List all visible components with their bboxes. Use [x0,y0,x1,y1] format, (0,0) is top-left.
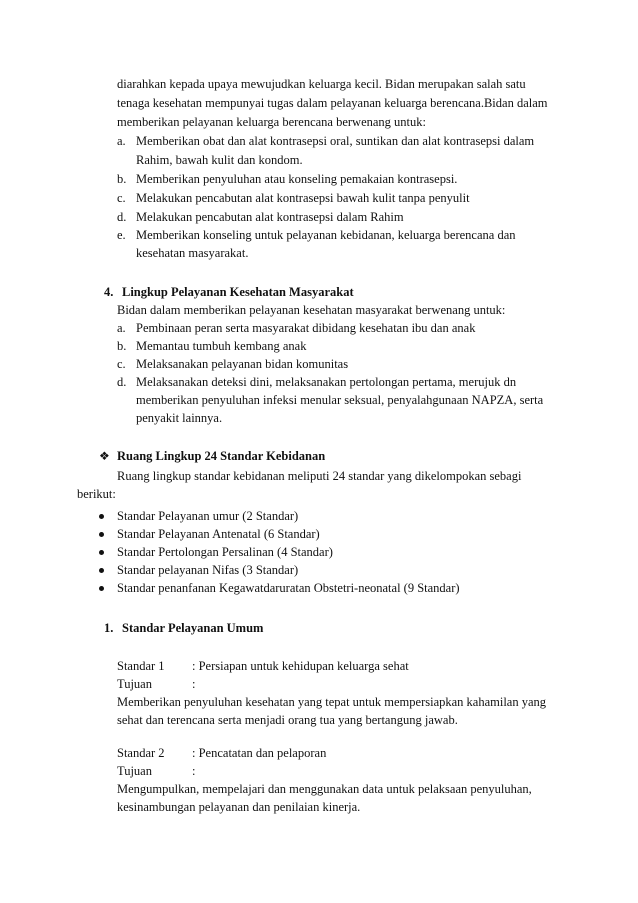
section-heading: Lingkup Pelayanan Kesehatan Masyarakat [122,285,354,299]
bullet-icon [99,550,104,555]
bullet-icon [99,568,104,573]
section-heading: Standar Pelayanan Umum [122,621,264,635]
bullet-item: Standar penanfanan Kegawatdaruratan Obstetri-neonatal (9 Standar) [117,581,460,595]
list-item-text: Melaksanakan deteksi dini, melaksanakan pertolongan pertama, merujuk dn [136,375,517,389]
list-item-text: Melakukan pencabutan alat kontrasepsi dalam Rahim [136,210,404,224]
list-item-text: kesehatan masyarakat. [136,246,249,260]
bullet-item: Standar pelayanan Nifas (3 Standar) [117,563,299,577]
tujuan-value: : [192,677,196,691]
bullet-icon [99,532,104,537]
tujuan-label: Tujuan [117,764,152,778]
list-item-text: penyakit lainnya. [136,411,223,425]
section-number: 4. [104,285,114,299]
bullet-item: Standar Pertolongan Persalinan (4 Standar) [117,545,333,559]
ruang-paragraph: Ruang lingkup standar kebidanan meliputi 24 standar yang dikelompokan sebagi [117,469,522,483]
intro-line: tenaga kesehatan mempunyai tugas dalam pelayanan keluarga berencana.Bidan dalam [117,96,548,110]
tujuan-value: : [192,764,196,778]
bullet-item: Standar Pelayanan umur (2 Standar) [117,509,299,523]
list-item-text: Pembinaan peran serta masyarakat dibidang kesehatan ibu dan anak [136,321,476,335]
intro-line: memberikan pelayanan keluarga berencana berwenang untuk: [117,115,427,129]
standard-label: Standar 2 [117,746,165,760]
standard-description: sehat dan terencana serta menjadi orang tua yang bertangung jawab. [117,713,458,727]
list-item-text: Memberikan obat dan alat kontrasepsi oral, suntikan dan alat kontrasepsi dalam [136,134,535,148]
section-number: 1. [104,621,114,635]
bullet-item: Standar Pelayanan Antenatal (6 Standar) [117,527,320,541]
ruang-heading: Ruang Lingkup 24 Standar Kebidanan [117,449,326,463]
bullet-icon [99,514,104,519]
list-item-text: Melaksanakan pelayanan bidan komunitas [136,357,349,371]
bullet-icon [99,586,104,591]
list-item-text: Melakukan pencabutan alat kontrasepsi bawah kulit tanpa penyulit [136,191,470,205]
standard-label: Standar 1 [117,659,165,673]
list-marker: d. [117,210,127,224]
tujuan-label: Tujuan [117,677,152,691]
standard-value: : Pencatatan dan pelaporan [192,746,327,760]
list-item-text: Memberikan penyuluhan atau konseling pemakaian kontrasepsi. [136,172,458,186]
list-marker: b. [117,172,127,186]
ruang-paragraph: berikut: [77,487,116,501]
diamond-bullet-icon: ❖ [99,449,110,463]
list-item-text: Rahim, bawah kulit dan kondom. [136,153,303,167]
standard-description: Mengumpulkan, mempelajari dan menggunakan data untuk pelaksaan penyuluhan, [117,782,532,796]
list-marker: b. [117,339,127,353]
standard-description: Memberikan penyuluhan kesehatan yang tepat untuk mempersiapkan kahamilan yang [117,695,547,709]
list-marker: c. [117,357,126,371]
list-marker: a. [117,321,126,335]
section-lead: Bidan dalam memberikan pelayanan kesehatan masyarakat berwenang untuk: [117,303,506,317]
list-marker: e. [117,228,126,242]
standard-description: kesinambungan pelayanan dan penilaian kinerja. [117,800,361,814]
list-marker: a. [117,134,126,148]
list-item-text: Memantau tumbuh kembang anak [136,339,307,353]
intro-line: diarahkan kepada upaya mewujudkan keluarga kecil. Bidan merupakan salah satu [117,77,526,91]
list-marker: c. [117,191,126,205]
list-item-text: memberikan penyuluhan infeksi menular seksual, penyalahgunaan NAPZA, serta [136,393,544,407]
list-marker: d. [117,375,127,389]
standard-value: : Persiapan untuk kehidupan keluarga sehat [192,659,409,673]
list-item-text: Memberikan konseling untuk pelayanan kebidanan, keluarga berencana dan [136,228,516,242]
